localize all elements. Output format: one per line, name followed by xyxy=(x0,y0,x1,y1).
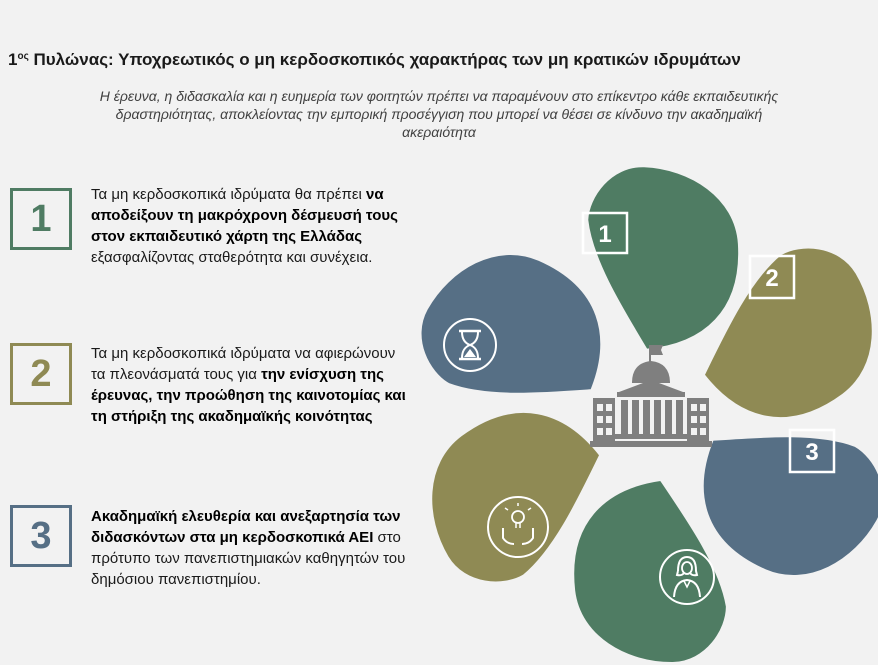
page-subtitle: Η έρευνα, η διδασκαλία και η ευημερία των φοιτητών πρέπει να παραμένουν στο επίκεντρο κάθε εκπαιδευτικής δραστηριότητας, αποκλείοντας την εμπορική προσέγγιση που μπορεί να θέσει σε κίνδυνο την ακαδημαϊκή ακεραιότητα xyxy=(99,88,779,140)
item-2-text: Τα μη κερδοσκοπικά ιδρύματα να αφιερώνουν τα πλεονάσματά τους για την ενίσχυση της έρευνας, την προώθηση της καινοτομίας και τη στήριξη της ακαδημαϊκής κοινότητας xyxy=(91,345,406,425)
item-1-text: Τα μη κερδοσκοπικά ιδρύματα θα πρέπει να αποδείξουν τη μακρόχρονη δέσμευσή τους στον εκπαιδευτικό χάρτη της Ελλάδας εξασφαλίζοντας σταθερότητα και συνέχεια. xyxy=(91,186,398,266)
page-title: $1^{o\varsigma}$ Πυλώνας: Υποχρεωτικός ο μη κερδοσκοπικός χαρακτήρας των μη κρατικών ιδρυμάτων xyxy=(8,50,741,69)
svg-text:3: 3 xyxy=(805,439,819,466)
svg-text:1: 1 xyxy=(598,221,612,248)
item-2-number-box: 2 xyxy=(10,343,72,405)
item-3-text: Ακαδημαϊκή ελευθερία και ανεξαρτησία των διδασκόντων στα μη κερδοσκοπικά ΑΕΙ στο πρότυπο των πανεπιστημιακών καθηγητών του δημόσιου πανεπιστημίου. xyxy=(91,508,406,588)
item-3-number-box: 3 xyxy=(10,505,72,567)
svg-text:2: 2 xyxy=(765,265,779,292)
item-1-number-box: 1 xyxy=(10,188,72,250)
university-building-icon xyxy=(590,345,712,447)
petal-green-top xyxy=(582,158,748,355)
